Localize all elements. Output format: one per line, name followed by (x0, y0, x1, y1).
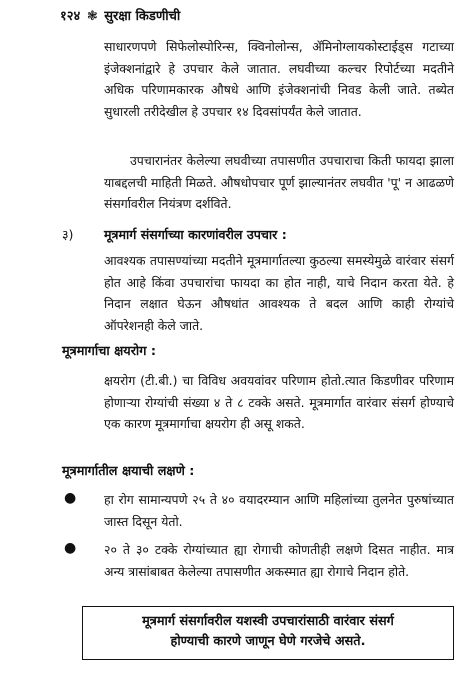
section-heading-tuberculosis: मूत्रमार्गाचा क्षयरोग : (62, 344, 157, 359)
paragraph-antibiotic-treatment: साधारणपणे सिफेलोस्पोरिन्स, क्विनोलोन्स, ॲमिनोग्लायकोस्टाईड्स गटाच्या इंजेक्शनांद्वारे हे उपचार केले जातात. लघवीच्या कल्चर रिपोर्टच्या मदतीने अधिक परिणामकारक औषधे आणि इंजेक्शनांची निवड केली जाते. तब्येत सुधारली तरीदेखील हे उपचार १४ दिवसांपर्यंत केले जातात. (104, 39, 454, 119)
callout-line-1: मूत्रमार्ग संसर्गावरील यशस्वी उपचारांसाठी वारंवार संसर्ग (142, 614, 394, 629)
bullet-icon: ● (64, 490, 77, 506)
callout-line-2: होण्याची कारणे जाणून घेणे गरजेचे असते. (170, 634, 366, 649)
callout-text (83, 612, 453, 652)
paragraph-cause-treatment: आवश्यक तपासण्यांच्या मदतीने मूत्रमार्गातल्या कुठल्या समस्येमुळे वारंवार संसर्ग होत आहे किंवा उपचारांचा फायदा का होत नाही, याचे निदान करता येते. हे निदान लक्षात घेऊन औषधांत आवश्यक ते बदल आणि काही रोग्यांचे ऑपरेशनही केले जाते. (104, 253, 454, 333)
flower-ornament-icon: ❃ (86, 9, 98, 24)
list-item: २० ते ३० टक्के रोग्यांच्यात ह्या रोगाची कोणतीही लक्षणे दिसत नाहीत. मात्र अन्य त्रासांबाबत केलेल्या तपासणीत अकस्मात ह्या रोगाचे निदान होते. (104, 542, 454, 579)
section-number: ३) (62, 227, 74, 242)
callout-box (82, 606, 454, 660)
section-heading-cause-treatment: मूत्रमार्ग संसर्गाच्या कारणांवरील उपचार : (104, 227, 287, 242)
section-heading-symptoms: मूत्रमार्गातील क्षयाची लक्षणे : (62, 464, 195, 479)
page-number: १२४ (60, 9, 81, 24)
paragraph-post-treatment-test: उपचारानंतर केलेल्या लघवीच्या तपासणीत उपचाराचा किती फायदा झाला याबद्दलची माहिती मिळते. औषधोपचार पूर्ण झाल्यानंतर लघवीत 'पू' न आढळणे संसर्गावरील नियंत्रण दर्शविते. (104, 153, 454, 211)
paragraph-tuberculosis: क्षयरोग (टी.बी.) चा विविध अवयवांवर परिणाम होतो.त्यात किडणीवर परिणाम होणाऱ्या रोग्यांची संख्या ४ ते ८ टक्के असते. मूत्रमार्गात वारंवार संसर्ग होण्याचे एक कारण मूत्रमार्गाचा क्षयरोग ही असू शकते. (104, 373, 454, 431)
list-item: हा रोग सामान्यपणे २५ ते ४० वयादरम्यान आणि महिलांच्या तुलनेत पुरुषांच्यात जास्त दिसून येतो. (104, 492, 454, 529)
book-title: सुरक्षा किडणीची (104, 9, 181, 24)
page-header (60, 6, 180, 24)
bullet-icon: ● (64, 540, 77, 556)
